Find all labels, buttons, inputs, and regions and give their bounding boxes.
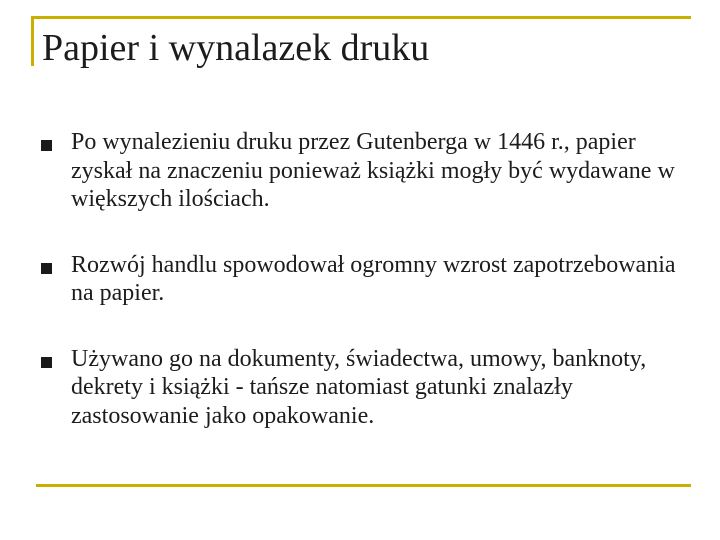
bullet-text: Po wynalezieniu druku przez Gutenberga w 1446 r., papier zyskał na znaczeniu ponieważ książki mogły być wydawane w większych ilościach. bbox=[71, 129, 675, 212]
square-bullet-icon bbox=[41, 263, 52, 274]
bullet-item bbox=[38, 345, 683, 431]
title-frame-left-line bbox=[31, 16, 34, 66]
bullet-list bbox=[38, 128, 683, 430]
bullet-text: Używano go na dokumenty, świadectwa, umowy, banknoty, dekrety i książki - tańsze natomiast gatunki znalazły zastosowanie jako opakowanie. bbox=[71, 345, 647, 429]
square-bullet-icon bbox=[41, 140, 52, 151]
bullet-item bbox=[38, 251, 683, 308]
bottom-divider bbox=[36, 484, 691, 487]
slide-title: Papier i wynalazek druku bbox=[42, 27, 430, 69]
title-frame-top-line bbox=[31, 16, 691, 19]
square-bullet-icon bbox=[41, 357, 52, 368]
bullet-item bbox=[38, 128, 683, 214]
bullet-text: Rozwój handlu spowodował ogromny wzrost zapotrzebowania na papier. bbox=[71, 251, 676, 306]
